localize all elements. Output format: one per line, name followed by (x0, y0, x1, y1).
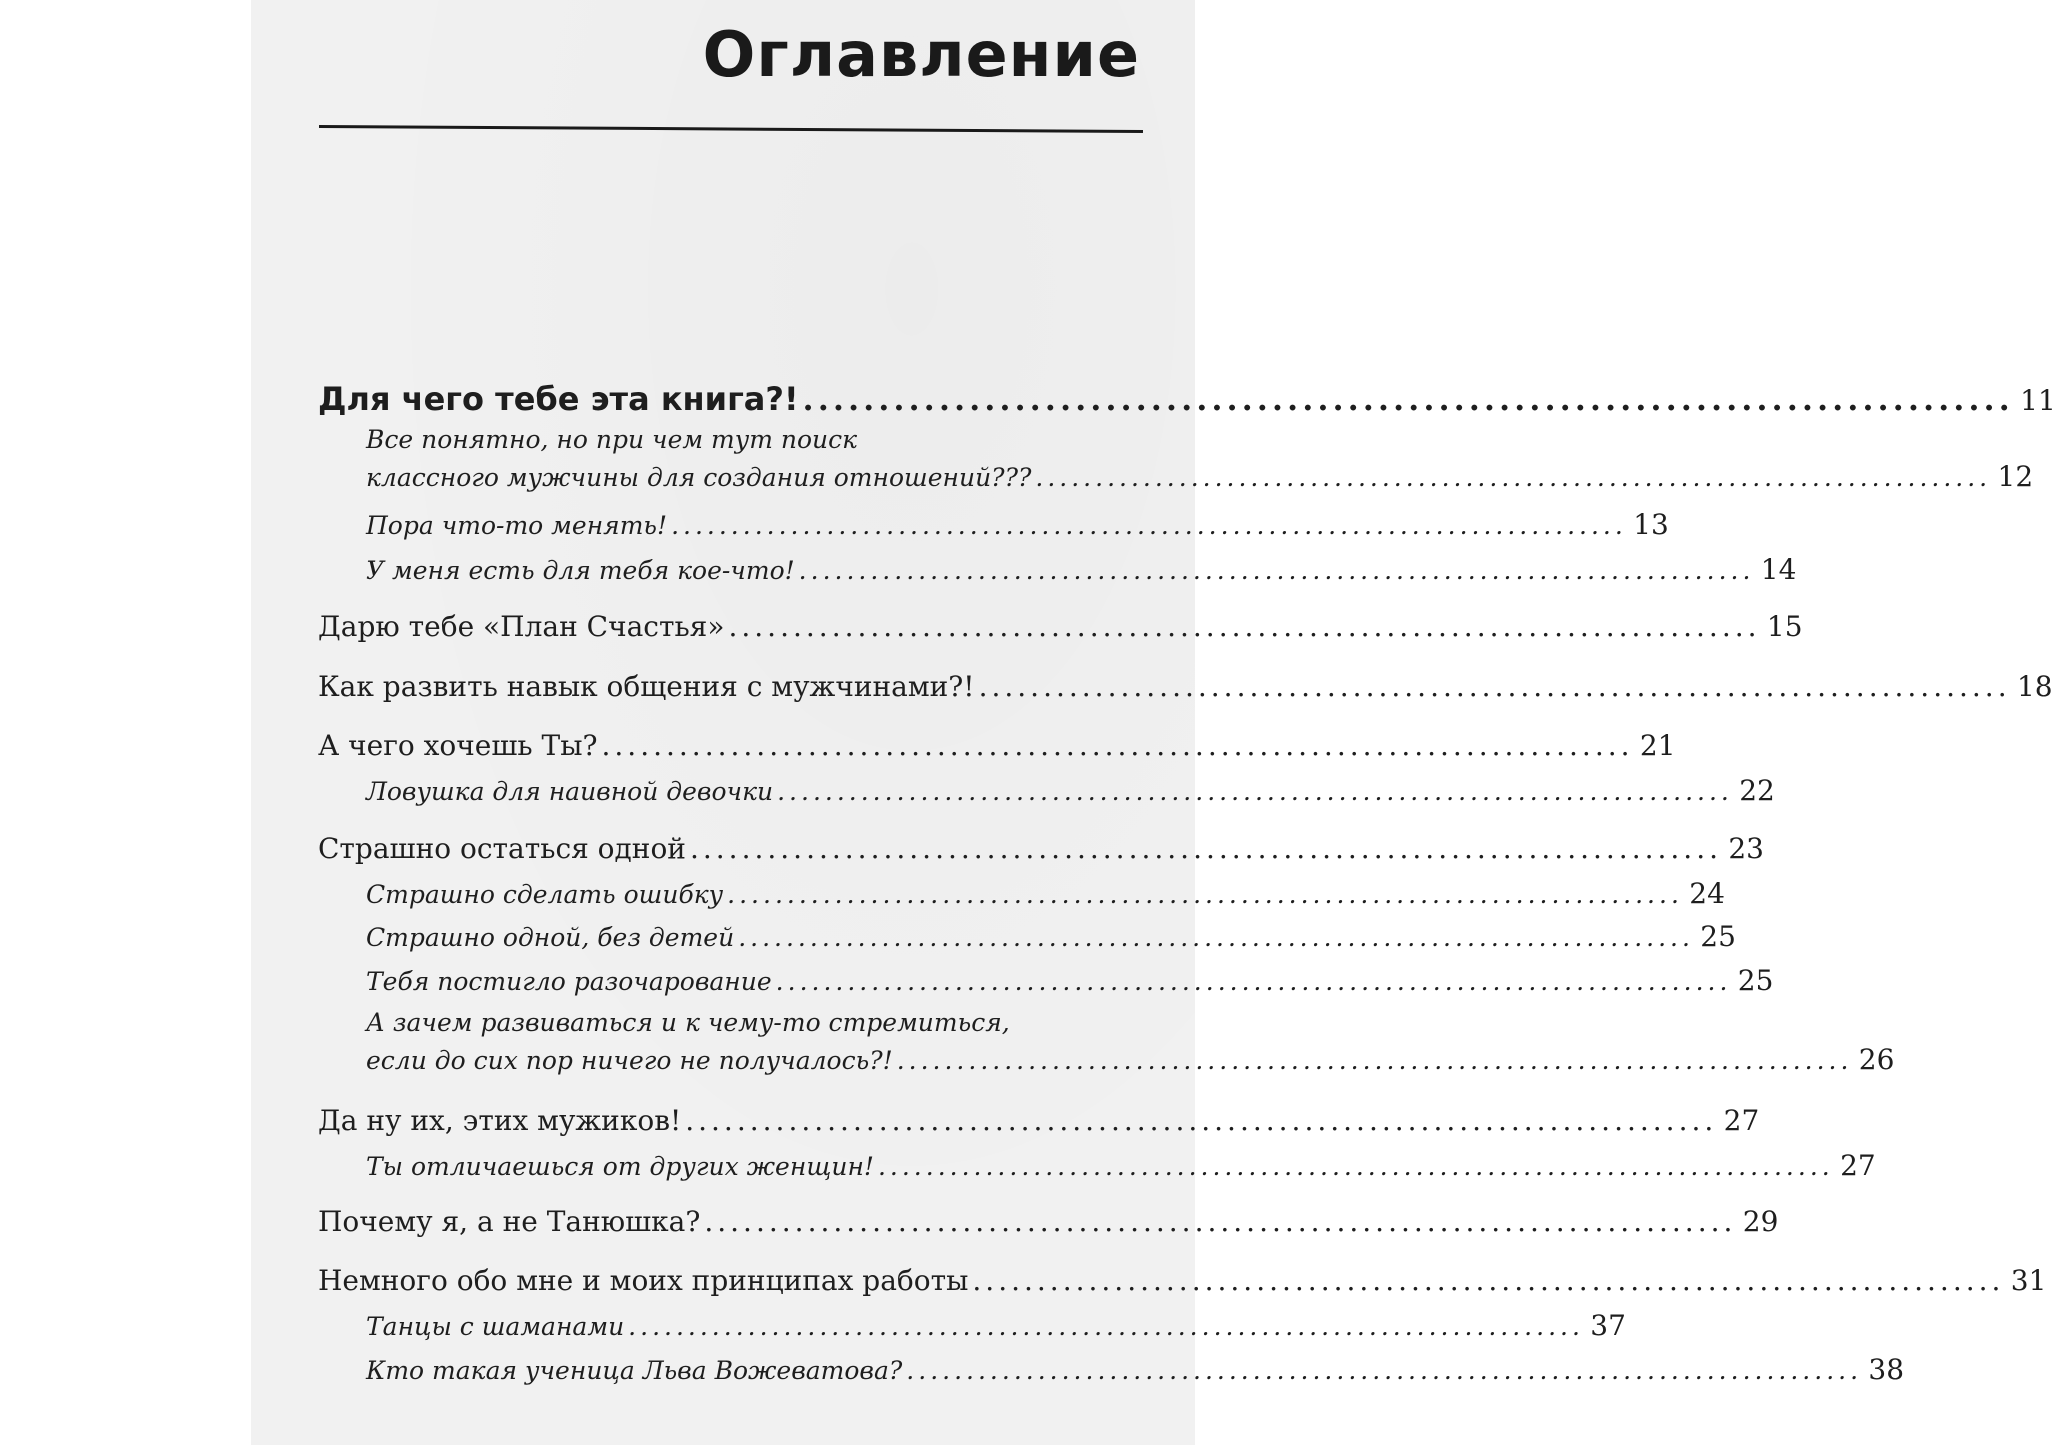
toc-entry (366, 1353, 1905, 1386)
toc-entry (318, 1264, 2047, 1297)
toc-entry-title: А чего хочешь Ты? (318, 729, 598, 762)
leader-dots: ................................................................................ (685, 1104, 1718, 1137)
toc-entry-page: 25 (1737, 964, 1774, 997)
toc-entry (366, 1309, 1626, 1342)
toc-entry (366, 920, 1736, 953)
leader-dots: ................................................................................ (978, 670, 2011, 703)
page-title: Оглавление (702, 18, 1140, 91)
toc-entry (366, 1008, 1895, 1076)
leader-dots: ................................................................................ (1035, 463, 1992, 492)
leader-dots: ................................................................................ (972, 1264, 2005, 1297)
toc-entry-title: если до сих пор ничего не получалось?! (366, 1046, 893, 1075)
toc-entry (318, 832, 1764, 865)
toc-entry-title: Пора что-то менять! (366, 511, 668, 540)
toc-entry-page: 12 (1997, 460, 2034, 493)
toc-entry (366, 425, 2034, 493)
leader-dots: ................................................................................ (906, 1356, 1863, 1385)
toc-entry-title: Почему я, а не Танюшка? (318, 1205, 701, 1238)
toc-entry-title: Страшно одной, без детей (366, 923, 735, 952)
toc-entry-title: классного мужчины для создания отношений??? (366, 463, 1032, 492)
toc-entry-title: Да ну их, этих мужиков! (318, 1104, 682, 1137)
toc-entry (366, 964, 1774, 997)
toc-entry-page: 31 (2010, 1264, 2047, 1297)
toc-entry (366, 774, 1775, 807)
toc-entry-page: 29 (1742, 1205, 1779, 1238)
toc-entry-page: 13 (1633, 508, 1669, 541)
toc-entry (366, 508, 1669, 541)
leader-dots: ................................................................................ (777, 777, 1733, 806)
toc-entry-page: 15 (1766, 610, 1803, 643)
toc-entry (366, 1149, 1876, 1182)
toc-entry-title: Страшно сделать ошибку (366, 880, 724, 909)
toc-entry-title: Танцы с шаманами (366, 1312, 625, 1341)
toc-entry (366, 877, 1725, 910)
toc-entry-title: Дарю тебе «План Счастья» (318, 610, 725, 643)
toc-entry-page: 38 (1868, 1353, 1905, 1386)
leader-dots: ................................................................................ (704, 1205, 1737, 1238)
toc-entry (318, 670, 2053, 703)
toc-entry (318, 610, 1803, 643)
toc-entry-title-line1: Все понятно, но при чем тут поиск (366, 425, 858, 454)
toc-entry-page: 21 (1639, 729, 1676, 762)
toc-entry (366, 553, 1797, 586)
toc-entry-title: Ты отличаешься от других женщин! (366, 1152, 874, 1181)
toc-entry-page: 26 (1858, 1043, 1895, 1076)
leader-dots: ................................................................................ (775, 967, 1732, 996)
toc-entry-title: Немного обо мне и моих принципах работы (318, 1264, 969, 1297)
toc-entry-page: 22 (1739, 774, 1775, 807)
table-of-contents (251, 0, 2056, 1445)
leader-dots: ................................................................................ (628, 1312, 1584, 1341)
toc-entry-title: Как развить навык общения с мужчинами?! (318, 670, 975, 703)
toc-entry-page: 25 (1700, 920, 1736, 953)
toc-entry-title: У меня есть для тебя кое-что! (366, 556, 795, 585)
toc-entry-page: 14 (1760, 553, 1797, 586)
leader-dots: ................................................................................ (798, 556, 1755, 585)
toc-entry-page: 24 (1689, 877, 1725, 910)
toc-entry-page: 23 (1728, 832, 1764, 865)
toc-entry (318, 729, 1676, 762)
toc-entry (318, 1104, 1760, 1137)
toc-entry-page: 11 (2020, 384, 2056, 417)
leader-dots: ................................................................................ (601, 729, 1634, 762)
toc-entry-title: Тебя постигло разочарование (366, 967, 772, 996)
book-page (251, 0, 2056, 1445)
toc-entry-title: Для чего тебе эта книга?! (318, 380, 799, 418)
leader-dots: ................................................................................ (802, 380, 2014, 418)
leader-dots: ................................................................................ (738, 923, 1694, 952)
toc-entry-title: Кто такая ученица Льва Вожеватова? (366, 1356, 903, 1385)
leader-dots: ................................................................................ (671, 511, 1627, 540)
toc-entry-page: 37 (1590, 1309, 1626, 1342)
toc-entry-title-line1: А зачем развиваться и к чему-то стремиться, (366, 1008, 1010, 1037)
toc-entry-page: 18 (2016, 670, 2053, 703)
leader-dots: ................................................................................ (877, 1152, 1834, 1181)
toc-entry-page: 27 (1840, 1149, 1876, 1182)
toc-entry (318, 380, 2056, 418)
toc-entry-page: 27 (1723, 1104, 1760, 1137)
leader-dots: ................................................................................ (896, 1046, 1853, 1075)
toc-entry-title: Ловушка для наивной девочки (366, 777, 774, 806)
leader-dots: ................................................................................ (689, 832, 1722, 865)
leader-dots: ................................................................................ (727, 880, 1683, 909)
leader-dots: ................................................................................ (728, 610, 1761, 643)
toc-entry (318, 1205, 1779, 1238)
toc-entry-title: Страшно остаться одной (318, 832, 686, 865)
